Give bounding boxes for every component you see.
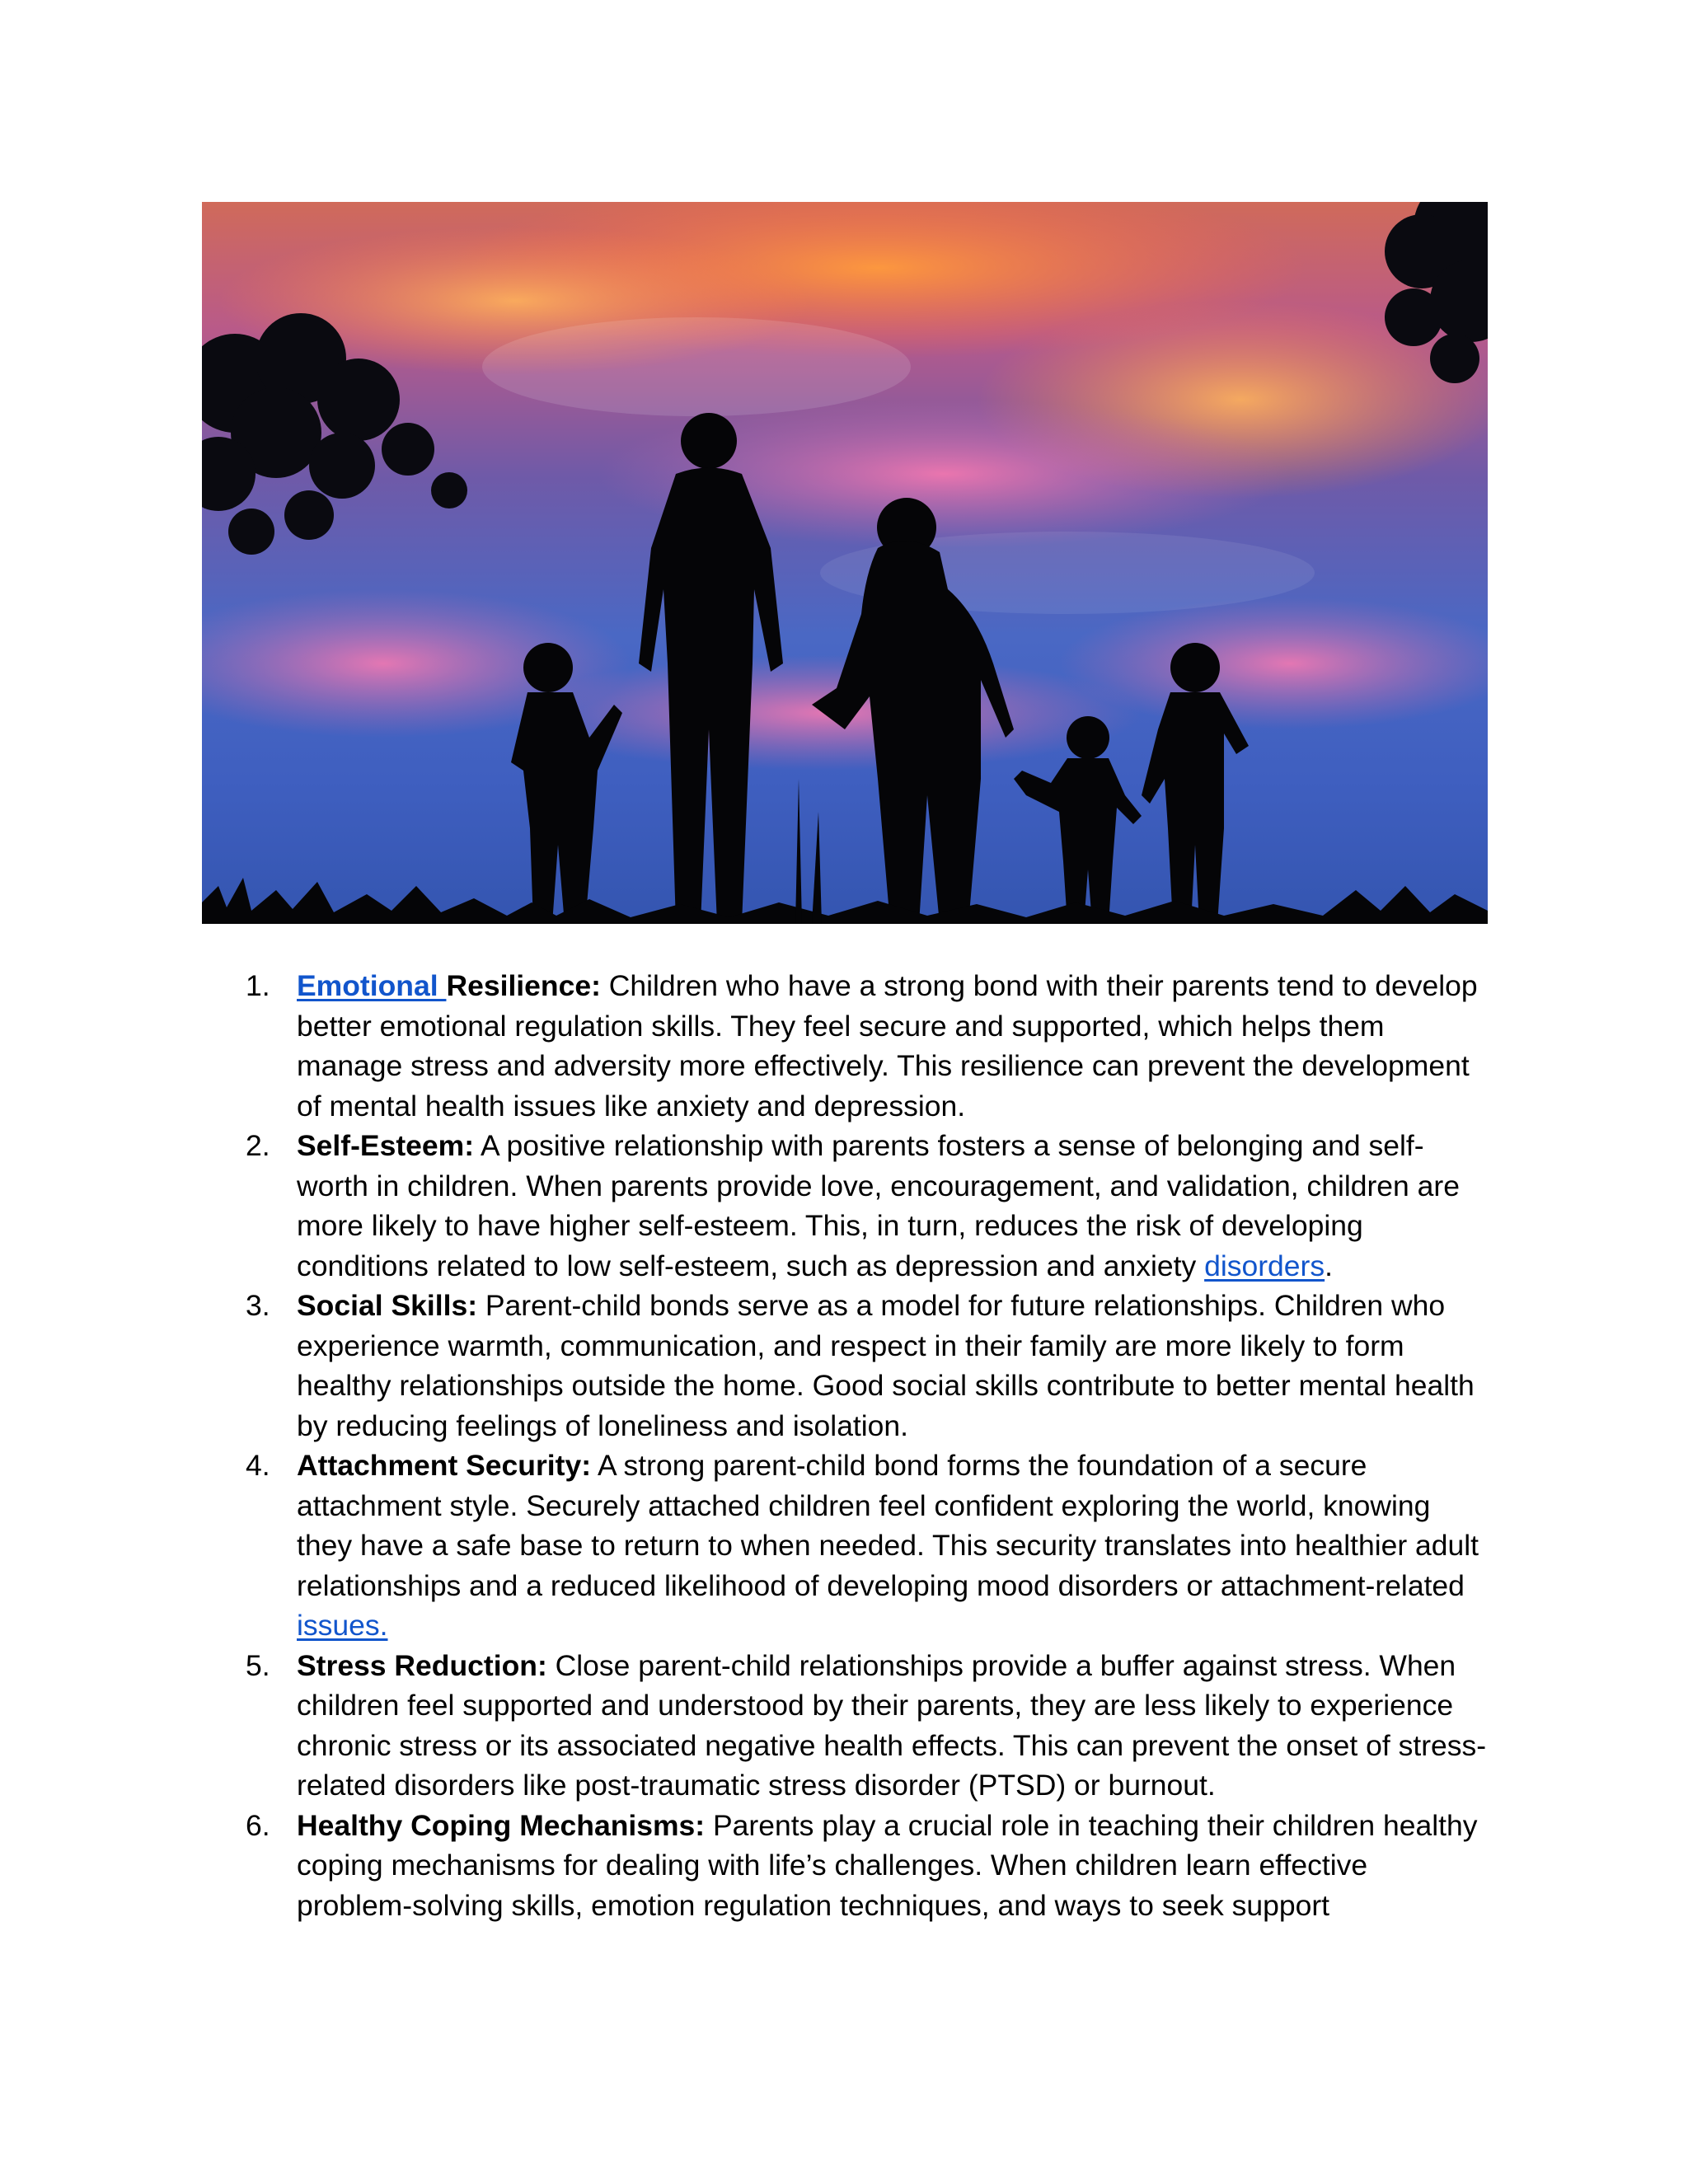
list-item: [0, 1286, 1688, 1446]
list-item: [0, 1126, 1688, 1286]
item-heading: Stress Reduction:: [297, 1648, 547, 1682]
disorders-link[interactable]: disorders: [1204, 1249, 1325, 1282]
benefits-list: [0, 966, 1688, 1925]
item-text: Children who have a strong bond with their parents tend to develop better emotional regulation skills. They feel secure and supported, which helps them manage stress and adversity more effectively. This resilience can prevent the development of mental health issues like anxiety and depression.: [297, 969, 1478, 1122]
issues-link[interactable]: issues.: [297, 1609, 388, 1642]
item-heading: Resilience:: [446, 969, 601, 1002]
item-text: Parent-child bonds serve as a model for future relationships. Children who experience warmth, communication, and respect in their family are more likely to form healthy relationships outside the home. Good social skills contribute to better mental health by reducing feelings of loneliness and isolation.: [297, 1289, 1475, 1442]
item-heading: Attachment Security:: [297, 1449, 592, 1482]
list-item: [0, 1806, 1688, 1926]
list-item: [0, 1646, 1688, 1806]
item-heading: Self-Esteem:: [297, 1129, 475, 1162]
item-text-tail: .: [1325, 1249, 1333, 1282]
item-text: Parents play a crucial role in teaching their children healthy coping mechanisms for dealing with life’s challenges. When children learn effective problem-solving skills, emotion regulation techniques, and ways to seek support: [297, 1808, 1478, 1922]
item-heading: Healthy Coping Mechanisms:: [297, 1808, 706, 1842]
family-silhouette-sunset-photo-icon: [202, 202, 1488, 924]
item-text: A positive relationship with parents fosters a sense of belonging and self-worth in children. When parents provide love, encouragement, and validation, children are more likely to have higher self-esteem. This, in turn, reduces the risk of developing conditions related to low self-esteem, such as depression and anxiety: [297, 1129, 1460, 1282]
list-number: 2.: [246, 1129, 270, 1162]
emotional-link[interactable]: Emotional: [297, 969, 447, 1002]
list-number: 6.: [246, 1808, 270, 1842]
list-item: [0, 1446, 1688, 1646]
list-item: [0, 966, 1688, 1126]
item-text: Close parent-child relationships provide a buffer against stress. When children feel supported and understood by their parents, they are less likely to experience chronic stress or its associated negative health effects. This can prevent the onset of stress-related disorders like post-traumatic stress disorder (PTSD) or burnout.: [297, 1648, 1487, 1802]
family-sunset-photo: [202, 202, 1488, 924]
list-number: 1.: [246, 969, 270, 1002]
item-heading: Social Skills:: [297, 1289, 478, 1322]
item-text: A strong parent-child bond forms the foundation of a secure attachment style. Securely attached children feel confident exploring the world, knowing they have a safe base to return to when needed. This security translates into healthier adult relationships and a reduced likelihood of developing mood disorders or attachment-related: [297, 1449, 1479, 1602]
list-number: 3.: [246, 1289, 270, 1322]
list-number: 5.: [246, 1648, 270, 1682]
list-number: 4.: [246, 1449, 270, 1482]
